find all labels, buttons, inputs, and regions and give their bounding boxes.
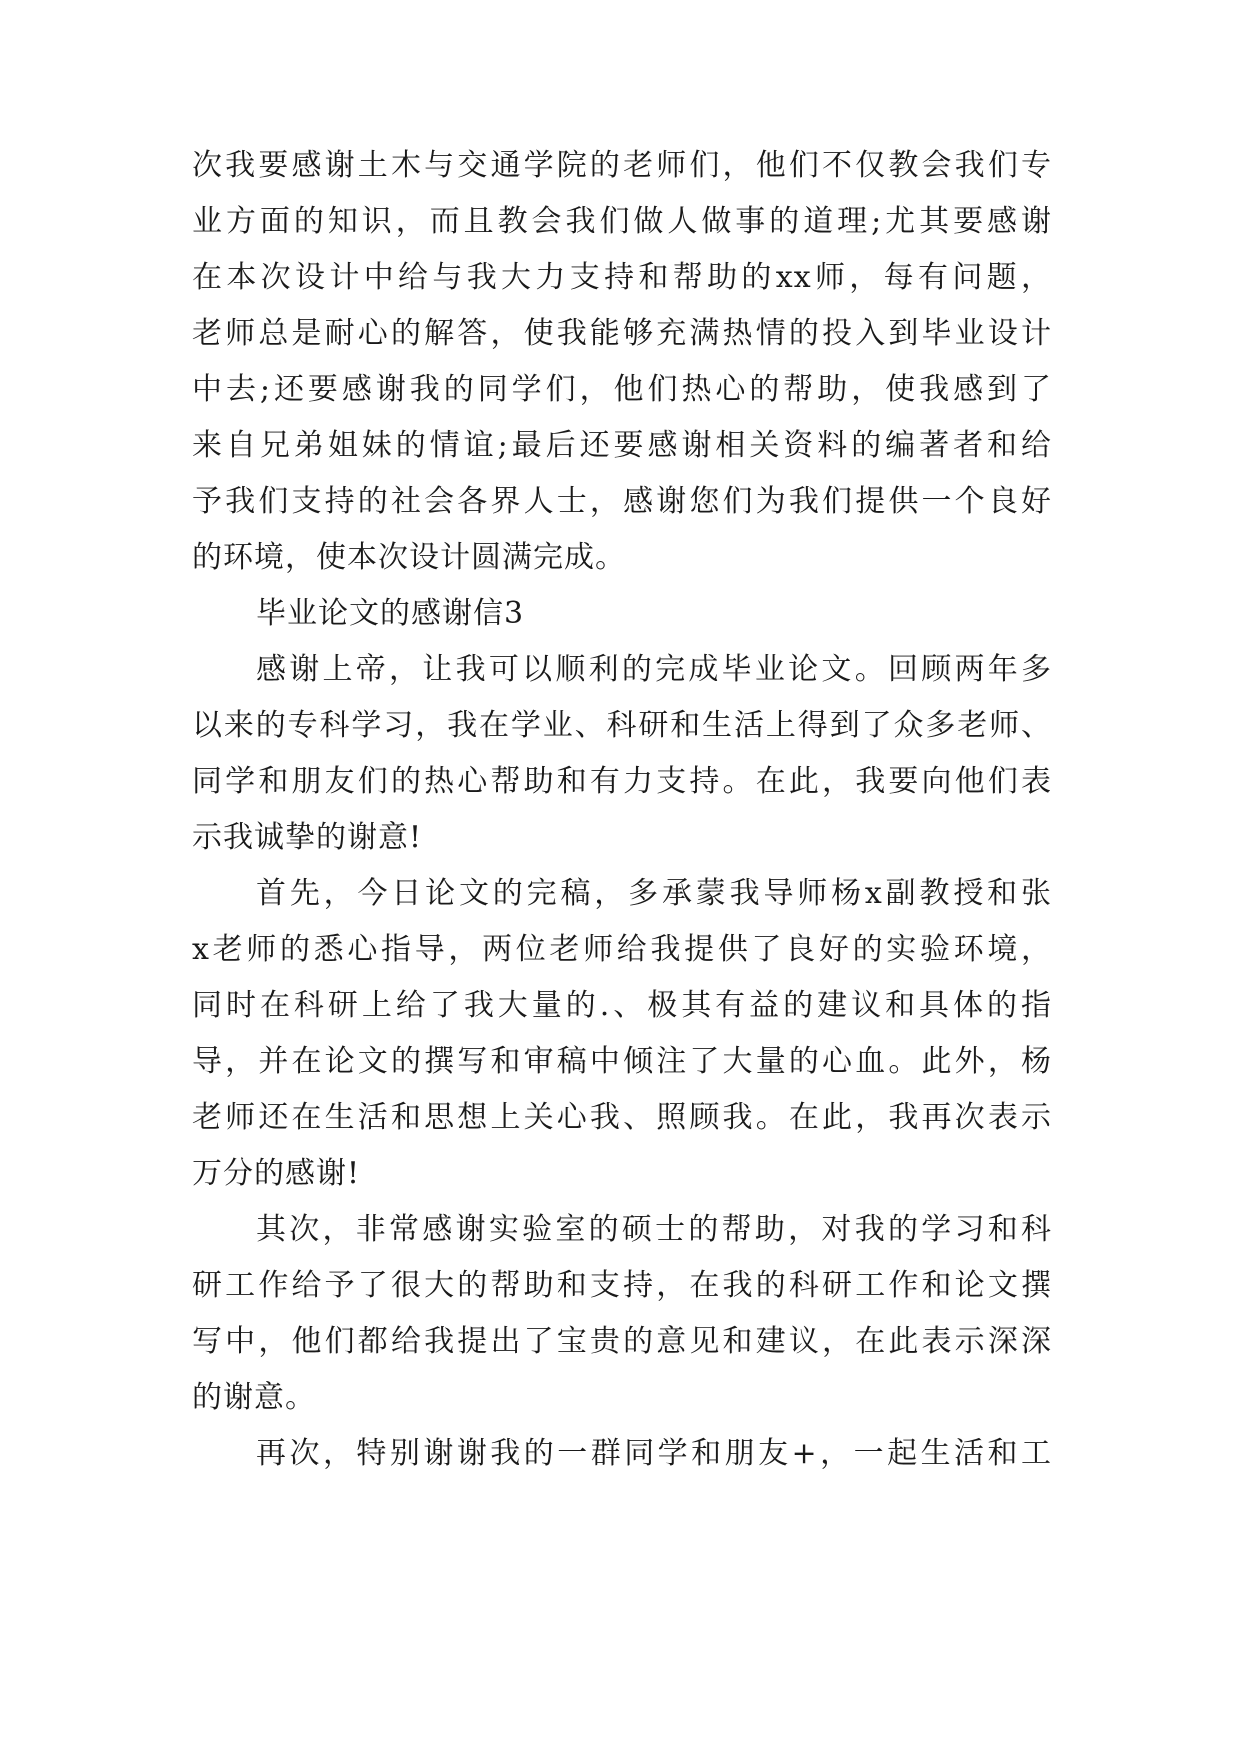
text-line: 予我们支持的社会各界人士，感谢您们为我们提供一个良好 bbox=[192, 484, 1052, 519]
text-line: 同学和朋友们的热心帮助和有力支持。在此，我要向他们表 bbox=[192, 764, 1052, 799]
text-line: 来自兄弟姐妹的情谊;最后还要感谢相关资料的编著者和给 bbox=[192, 428, 1052, 463]
text-line: 老师总是耐心的解答，使我能够充满热情的投入到毕业设计 bbox=[192, 316, 1052, 351]
text-line: 再次，特别谢谢我的一群同学和朋友+，一起生活和工 bbox=[256, 1436, 1052, 1471]
text-line: 的环境，使本次设计圆满完成。 bbox=[192, 540, 626, 575]
text-line: 首先，今日论文的完稿，多承蒙我导师杨x副教授和张 bbox=[256, 876, 1052, 911]
text-line: 同时在科研上给了我大量的.、极其有益的建议和具体的指 bbox=[192, 988, 1052, 1023]
text-line: 的谢意。 bbox=[192, 1380, 316, 1415]
text-line: 以来的专科学习，我在学业、科研和生活上得到了众多老师、 bbox=[192, 708, 1052, 743]
text-line: 其次，非常感谢实验室的硕士的帮助，对我的学习和科 bbox=[256, 1212, 1052, 1247]
text-line: 示我诚挚的谢意! bbox=[192, 820, 423, 855]
text-line: 万分的感谢! bbox=[192, 1156, 361, 1191]
text-line: 中去;还要感谢我的同学们，他们热心的帮助，使我感到了 bbox=[192, 372, 1052, 407]
text-line: 研工作给予了很大的帮助和支持，在我的科研工作和论文撰 bbox=[192, 1268, 1052, 1303]
text-line: 导，并在论文的撰写和审稿中倾注了大量的心血。此外，杨 bbox=[192, 1044, 1052, 1079]
section-heading: 毕业论文的感谢信3 bbox=[256, 596, 525, 631]
text-line: 感谢上帝，让我可以顺利的完成毕业论文。回顾两年多 bbox=[256, 652, 1052, 687]
text-line: 业方面的知识，而且教会我们做人做事的道理;尤其要感谢 bbox=[192, 204, 1052, 239]
text-line: 写中，他们都给我提出了宝贵的意见和建议，在此表示深深 bbox=[192, 1324, 1052, 1359]
text-line: x老师的悉心指导，两位老师给我提供了良好的实验环境， bbox=[192, 932, 1052, 967]
text-line: 次我要感谢土木与交通学院的老师们，他们不仅教会我们专 bbox=[192, 148, 1052, 183]
text-line: 老师还在生活和思想上关心我、照顾我。在此，我再次表示 bbox=[192, 1100, 1052, 1135]
text-line: 在本次设计中给与我大力支持和帮助的xx师，每有问题， bbox=[192, 260, 1052, 295]
